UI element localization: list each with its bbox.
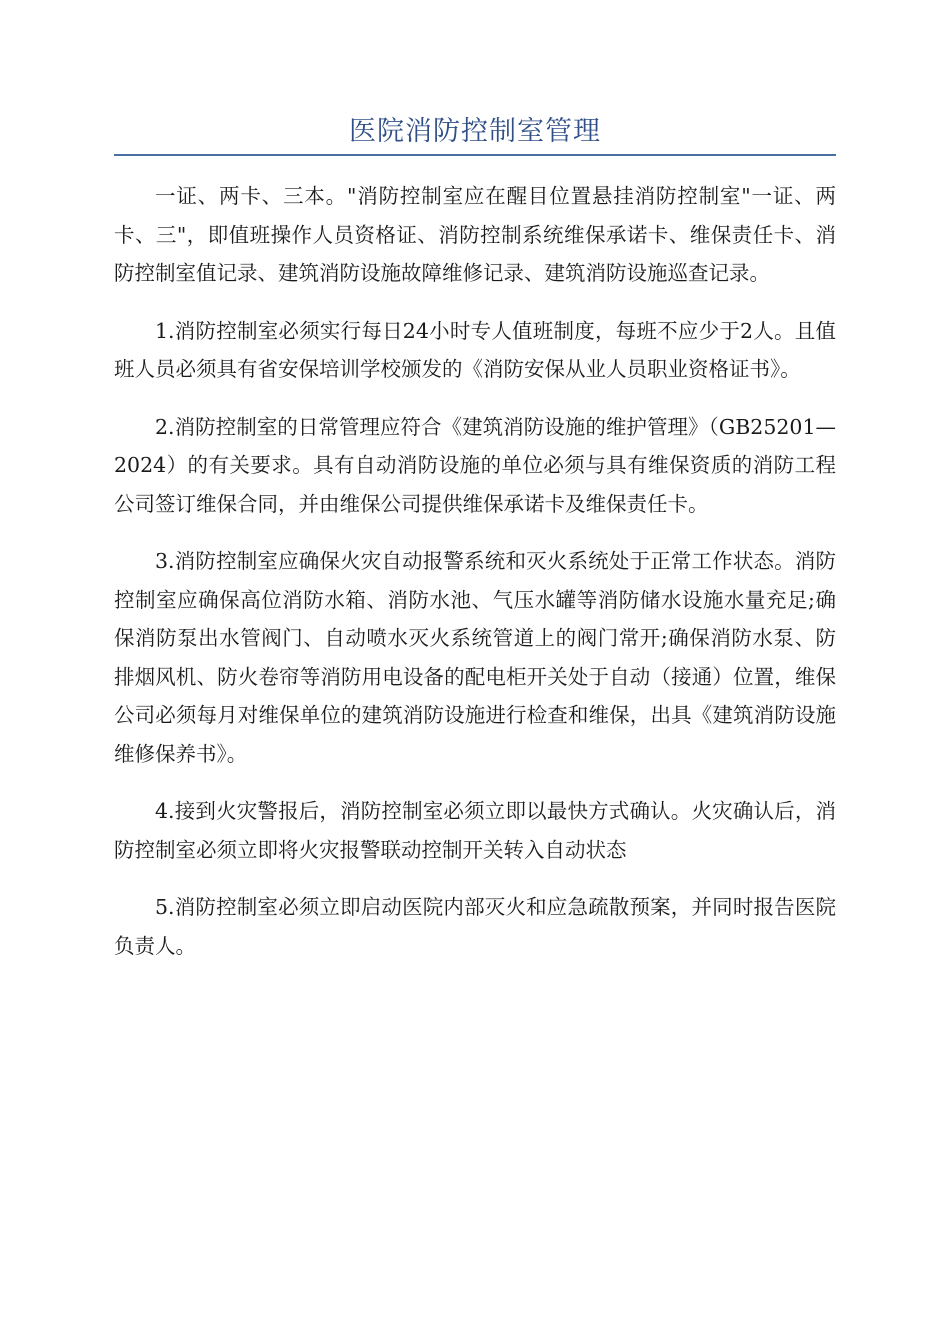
paragraph-intro: 一证、两卡、三本。"消防控制室应在醒目位置悬挂消防控制室"一证、两卡、三"，即值班操作人员资格证、消防控制系统维保承诺卡、维保责任卡、消防控制室值记录、建筑消防设施故障维修记录、建筑消防设施巡查记录。 [114, 184, 836, 285]
paragraph-item-5: 5.消防控制室必须立即启动医院内部灭火和应急疏散预案，并同时报告医院负责人。 [114, 895, 836, 958]
document-page [114, 112, 836, 965]
paragraph-item-2: 2.消防控制室的日常管理应符合《建筑消防设施的维护管理》（GB25201—2024）的有关要求。具有自动消防设施的单位必须与具有维保资质的消防工程公司签订维保合同，并由维保公司提供维保承诺卡及维保责任卡。 [114, 414, 836, 516]
paragraph-item-4: 4.接到火灾警报后，消防控制室必须立即以最快方式确认。火灾确认后，消防控制室必须立即将火灾报警联动控制开关转入自动状态 [114, 799, 836, 862]
paragraph-item-1: 1.消防控制室必须实行每日24小时专人值班制度，每班不应少于2人。且值班人员必须具有省安保培训学校颁发的《消防安保从业人员职业资格证书》。 [114, 318, 836, 381]
document-title: 医院消防控制室管理 [114, 112, 836, 156]
paragraph-item-3: 3.消防控制室应确保火灾自动报警系统和灭火系统处于正常工作状态。消防控制室应确保高位消防水箱、消防水池、气压水罐等消防储水设施水量充足;确保消防泵出水管阀门、自动喷水灭火系统管道上的阀门常开;确保消防水泵、防排烟风机、防火卷帘等消防用电设备的配电柜开关处于自动（接通）位置，维保公司必须每月对维保单位的建筑消防设施进行检查和维保，出具《建筑消防设施维修保养书》。 [114, 549, 836, 766]
